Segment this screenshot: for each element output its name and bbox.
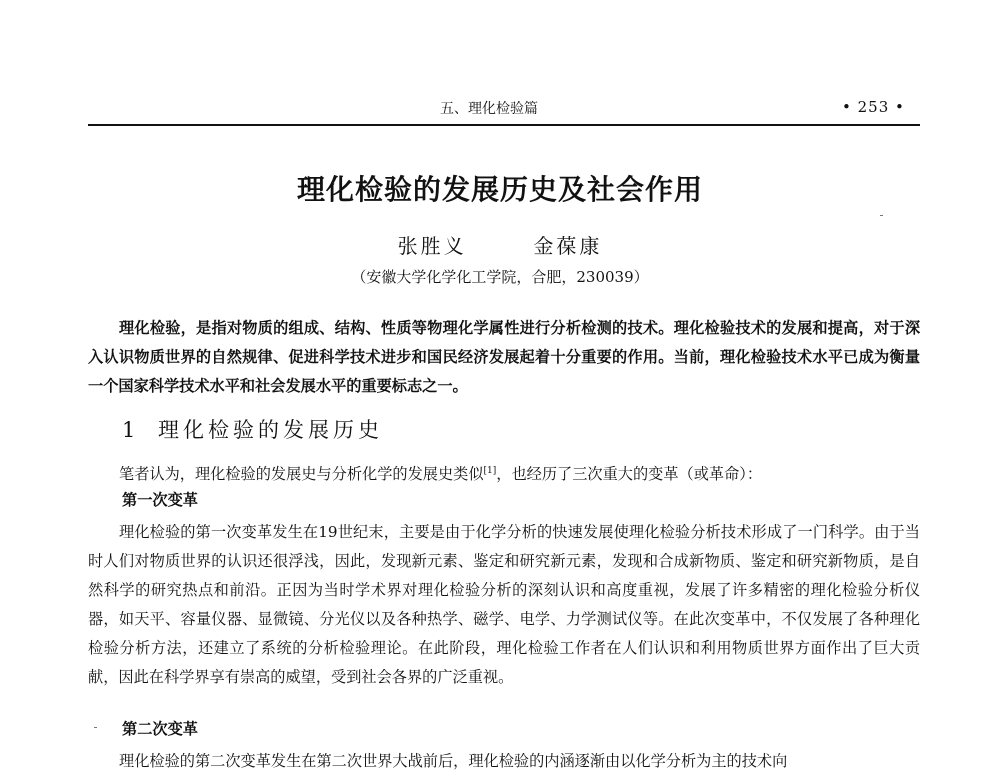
scan-speck — [880, 215, 883, 216]
abstract-paragraph: 理化检验，是指对物质的组成、结构、性质等物理化学属性进行分析检测的技术。理化检验技术的发展和提高，对于深入认识物质世界的自然规律、促进科学技术进步和国民经济发展起着十分重要的作用。当前，理化检验技术水平已成为衡量一个国家科学技术水平和社会发展水平的重要标志之一。 — [88, 319, 920, 395]
intro-text: 笔者认为，理化检验的发展史与分析化学的发展史类似 — [119, 465, 484, 483]
first-revolution-paragraph: 理化检验的第一次变革发生在19世纪末，主要是由于化学分析的快速发展使理化检验分析技术形成了一门科学。由于当时人们对物质世界的认识还很浮浅，因此，发现新元素、鉴定和研究新元素，发现和合成新物质、鉴定和研究新物质，是自然科学的研究热点和前沿。正因为当时学术界对理化检验分析的深刻认识和高度重视，发展了许多精密的理化检验分析仪器，如天平、容量仪器、显微镜、分光仪以及各种热学、磁学、电学、力学测试仪等。在此次变革中，不仅发展了各种理化检验分析方法，还建立了系统的分析检验理论。在此阶段，理化检验工作者在人们认识和利用物质世界方面作出了巨大贡献，因此在科学界享有崇高的威望，受到社会各界的广泛重视。 — [88, 523, 920, 686]
running-title: 五、理化检验篇 — [440, 101, 538, 117]
second-revolution-paragraph: 理化检验的第二次变革发生在第二次世界大战前后，理化检验的内涵逐渐由以化学分析为主的技术向 — [119, 752, 788, 770]
section-heading — [122, 414, 383, 444]
article-title: 理化检验的发展历史及社会作用 — [296, 173, 703, 206]
section-title: 理化检验的发展历史 — [158, 418, 383, 442]
page-number: • 253 • — [842, 98, 905, 116]
header-rule — [88, 124, 920, 126]
affiliation: （安徽大学化学化工学院，合肥，230039） — [351, 268, 649, 286]
citation-ref[interactable]: [1] — [483, 465, 497, 476]
authors — [0, 230, 1000, 259]
author-name: 张胜义 — [397, 234, 467, 258]
section-number: 1 — [122, 418, 140, 442]
intro-paragraph — [88, 460, 920, 489]
subsection-heading-first-revolution: 第一次变革 — [122, 491, 198, 509]
subsection-heading-second-revolution: 第二次变革 — [122, 720, 198, 738]
intro-text-continued: ，也经历了三次重大的变革（或革命）： — [496, 465, 763, 483]
author-name: 金葆康 — [533, 234, 603, 258]
running-head — [0, 98, 1000, 120]
scan-speck — [94, 727, 97, 728]
